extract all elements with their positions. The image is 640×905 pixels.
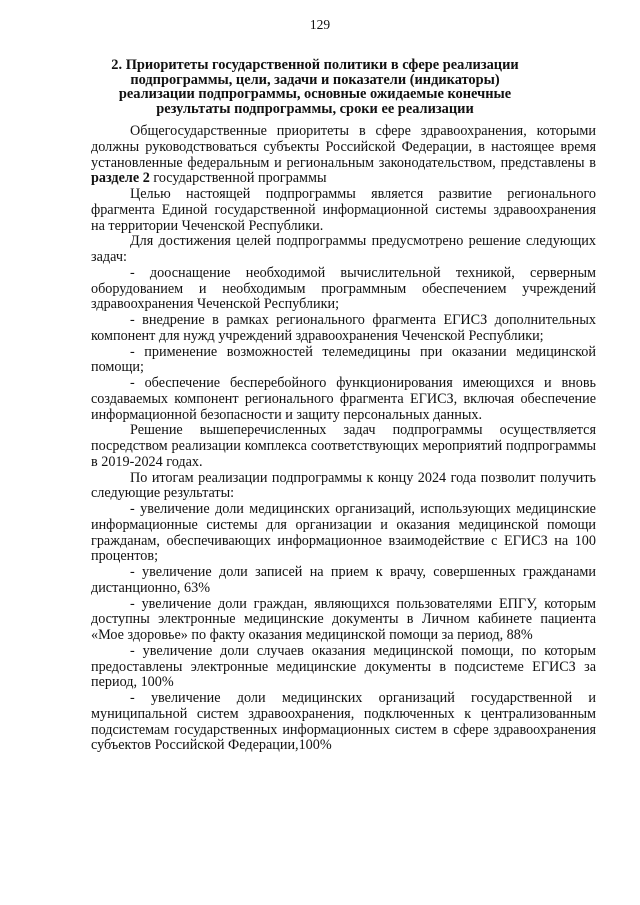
result-item: - увеличение доли случаев оказания медицинской помощи, по которым предоставлены электронные медицинские документы в подсистеме ЕГИСЗ за период, 100% (91, 642, 596, 691)
paragraph-goal: Целью настоящей подпрограммы является развитие регионального фрагмента Единой государственной информационной системы здравоохранения на территории Чеченской Республики. (91, 186, 596, 234)
task-item: - применение возможностей телемедицины при оказании медицинской помощи; (91, 343, 596, 376)
task-item: - обеспечение бесперебойного функционирования имеющихся и вновь создаваемых компонент регионального фрагмента ЕГИСЗ, включая обеспечение информационной безопасности и защиту персональных данных. (91, 375, 596, 423)
paragraph-priorities (91, 124, 596, 187)
result-item: - увеличение доли граждан, являющихся пользователями ЕПГУ, которым доступны электронные медицинские документы в Личном кабинете пациента «Мое здоровье» по факту оказания медицинской помощи за период, 88% (91, 595, 596, 643)
paragraph-implementation: Решение вышеперечисленных задач подпрограммы осуществляется посредством реализации комплекса соответствующих мероприятий подпрограммы в 2019-2024 годах. (91, 422, 596, 470)
task-item: - дооснащение необходимой вычислительной техникой, серверным оборудованием и необходимым программным обеспечением учреждений здравоохранения Чеченской Республики; (91, 264, 596, 313)
paragraph-results-intro: По итогам реализации подпрограммы к концу 2024 года позволит получить следующие результаты: (91, 469, 596, 502)
paragraph-priorities-text-a: Общегосударственные приоритеты в сфере здравоохранения, которыми должны руководствоваться субъекты Российской Федерации, в настоящее время установленные федеральным и региональным законодательством, представлены в (91, 123, 596, 171)
result-item: - увеличение доли медицинских организаций государственной и муниципальной систем здравоохранения, подключенных к централизованным подсистемам государственных информационных систем в сфере здравоохранения субъектов Российской Федерации,100% (91, 690, 596, 754)
document-body (91, 124, 596, 754)
section-heading: 2. Приоритеты государственной политики в сфере реализации подпрограммы, цели, задачи и показатели (индикаторы) реализации подпрограммы, основные ожидаемые конечные результаты подпрограммы, сроки ее реализации (111, 57, 519, 117)
section-reference: разделе 2 (91, 170, 150, 187)
paragraph-tasks-intro: Для достижения целей подпрограммы предусмотрено решение следующих задач: (91, 233, 596, 265)
result-item: - увеличение доли записей на прием к врачу, совершенных гражданами дистанционно, 63% (91, 564, 596, 596)
result-item: - увеличение доли медицинских организаций, использующих медицинские информационные системы для организации и оказания медицинской помощи гражданам, обеспечивающих информационное взаимодействие с ЕГИСЗ на 100 процентов; (91, 501, 596, 565)
paragraph-priorities-text-c: государственной программы (149, 170, 327, 187)
task-item: - внедрение в рамках регионального фрагмента ЕГИСЗ дополнительных компонент для нужд учреждений здравоохранения Чеченской Республики; (91, 312, 596, 344)
page-number: 129 (309, 17, 331, 32)
